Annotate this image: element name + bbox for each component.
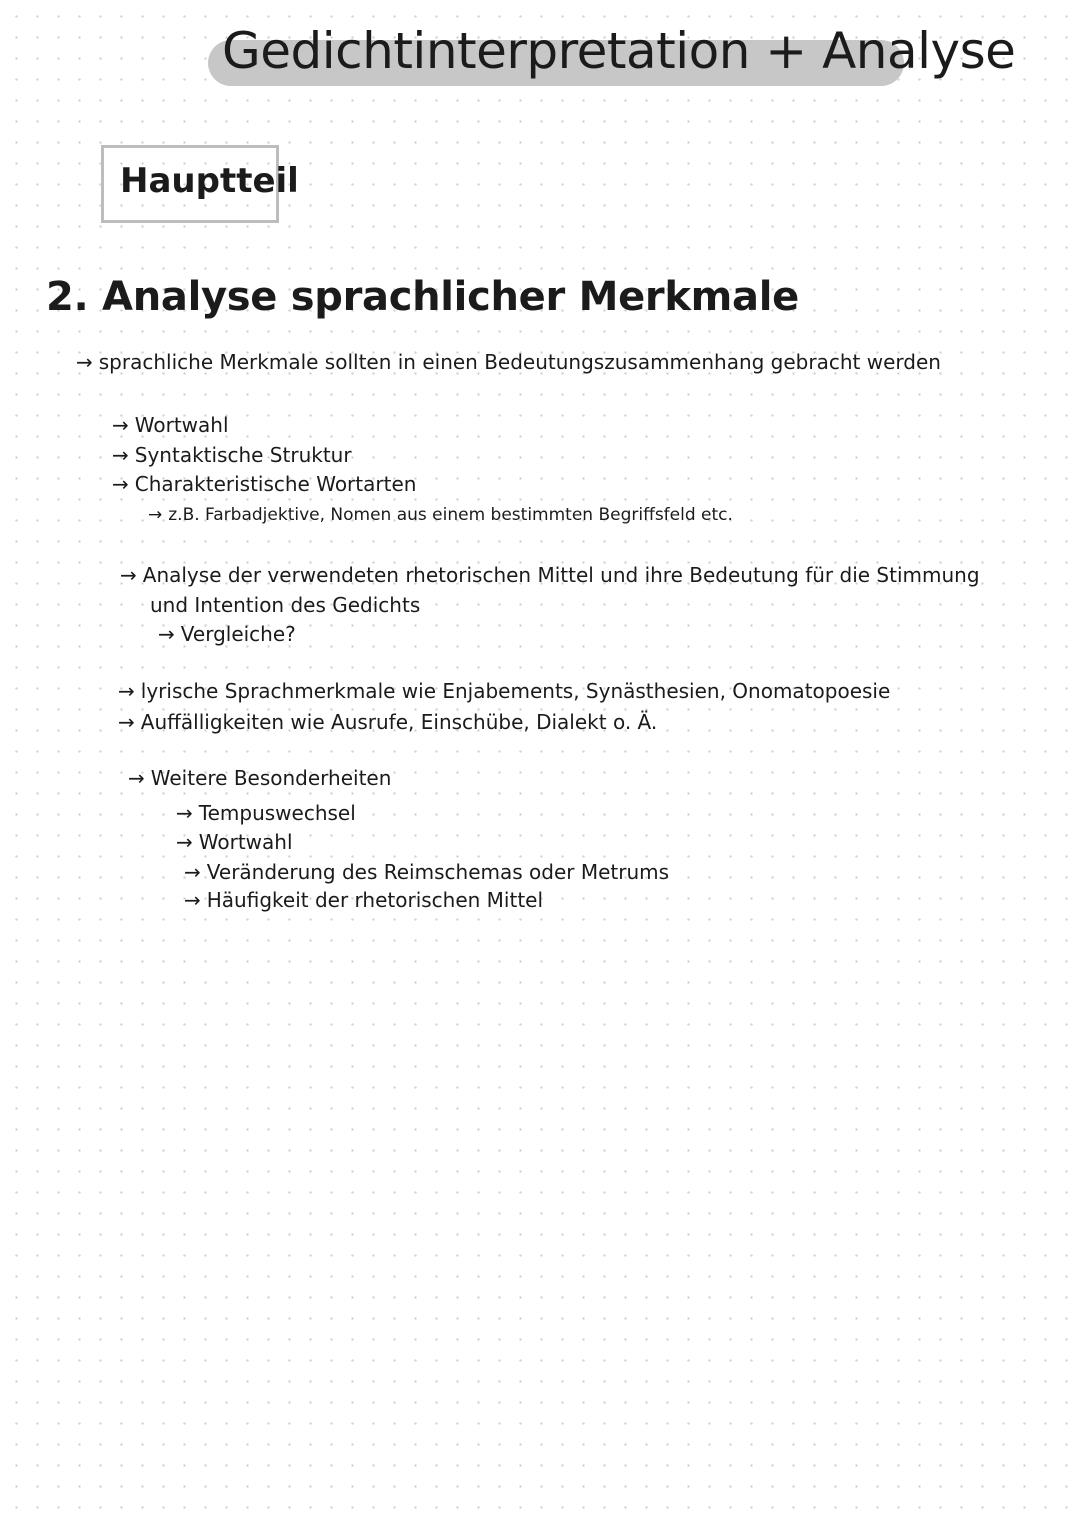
note-beispiel: → z.B. Farbadjektive, Nomen aus einem bestimmten Begriffsfeld etc. bbox=[148, 505, 733, 525]
note-lyrisch: → lyrische Sprachmerkmale wie Enjabements, Synästhesien, Onomatopoesie bbox=[118, 679, 891, 703]
note-vergleiche: → Vergleiche? bbox=[158, 622, 296, 646]
note-syntax: → Syntaktische Struktur bbox=[112, 443, 352, 467]
note-haeufigkeit: → Häufigkeit der rhetorischen Mittel bbox=[184, 888, 544, 912]
arrow-icon: → bbox=[176, 801, 193, 825]
arrow-icon: → bbox=[148, 505, 163, 525]
note-rhetorik-2: und Intention des Gedichts bbox=[150, 593, 421, 617]
note-reimschema: → Veränderung des Reimschemas oder Metrums bbox=[184, 860, 670, 884]
page-title: Gedichtinterpretation + Analyse bbox=[222, 22, 1016, 80]
arrow-icon: → bbox=[112, 413, 129, 437]
note-wortwahl: → Wortwahl bbox=[112, 413, 229, 437]
section-label: Hauptteil bbox=[120, 161, 299, 201]
arrow-icon: → bbox=[184, 888, 201, 912]
note-wortwahl-2: → Wortwahl bbox=[176, 830, 293, 854]
note-auffaelligkeiten: → Auffälligkeiten wie Ausrufe, Einschübe, Dialekt o. Ä. bbox=[118, 710, 658, 734]
arrow-icon: → bbox=[184, 860, 201, 884]
note-intro: → sprachliche Merkmale sollten in einen Bedeutungszusammenhang gebracht werden bbox=[76, 350, 941, 374]
arrow-icon: → bbox=[176, 830, 193, 854]
arrow-icon: → bbox=[112, 443, 129, 467]
arrow-icon: → bbox=[128, 766, 145, 790]
section-heading: 2. Analyse sprachlicher Merkmale bbox=[46, 274, 799, 320]
note-rhetorik-1: → Analyse der verwendeten rhetorischen Mittel und ihre Bedeutung für die Stimmung bbox=[120, 563, 980, 587]
arrow-icon: → bbox=[118, 679, 135, 703]
note-wortarten: → Charakteristische Wortarten bbox=[112, 472, 417, 496]
note-weitere: → Weitere Besonderheiten bbox=[128, 766, 392, 790]
arrow-icon: → bbox=[76, 350, 93, 374]
arrow-icon: → bbox=[118, 710, 135, 734]
arrow-icon: → bbox=[112, 472, 129, 496]
note-tempus: → Tempuswechsel bbox=[176, 801, 356, 825]
arrow-icon: → bbox=[158, 622, 175, 646]
arrow-icon: → bbox=[120, 563, 137, 587]
